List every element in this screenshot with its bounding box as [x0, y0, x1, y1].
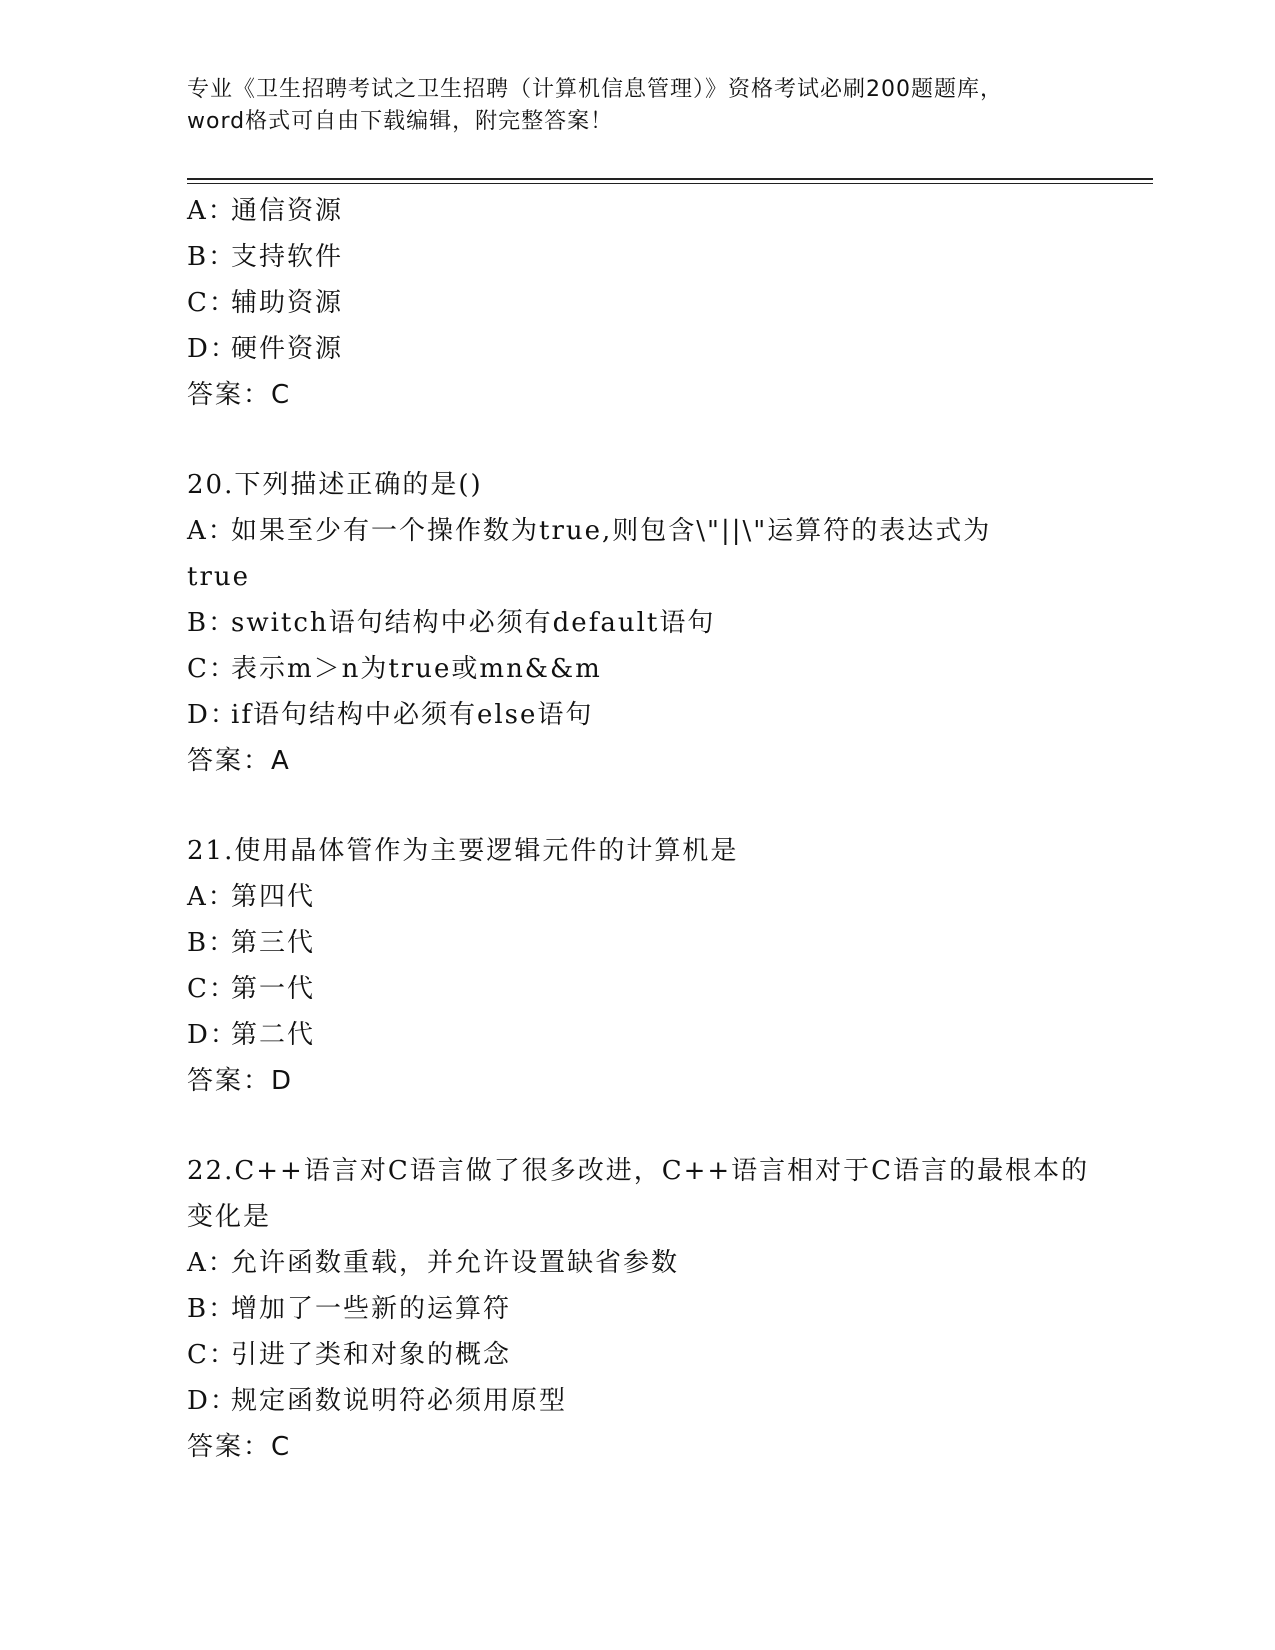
- option-label: D：: [187, 1386, 238, 1416]
- header-line-2: word格式可自由下载编辑，附完整答案！: [187, 109, 614, 134]
- header-divider-thick: [187, 178, 1153, 180]
- option-b: [187, 1286, 1087, 1332]
- option-text: switch语句结构中必须有default语句: [231, 608, 716, 638]
- option-b: [187, 920, 1087, 966]
- question-19: [187, 188, 1087, 418]
- option-text: 第二代: [231, 1020, 316, 1050]
- option-c: [187, 966, 1087, 1012]
- option-label: C：: [187, 1340, 237, 1370]
- option-label: D：: [187, 334, 238, 364]
- option-label: A：: [187, 1248, 236, 1278]
- option-label: D：: [187, 700, 238, 730]
- option-text: 辅助资源: [231, 288, 344, 318]
- question-stem: 20.下列描述正确的是(): [187, 470, 483, 500]
- option-text: 支持软件: [231, 242, 344, 272]
- option-d: [187, 1378, 1087, 1424]
- option-a: [187, 188, 1087, 234]
- question-22: [187, 1148, 1090, 1470]
- question-21: [187, 828, 1087, 1104]
- option-text: 表示m＞n为true或mn&&m: [231, 654, 602, 684]
- answer-line: 答案：C: [187, 1432, 292, 1462]
- option-c: [187, 1332, 1087, 1378]
- option-label: A：: [187, 196, 236, 226]
- option-text: 引进了类和对象的概念: [231, 1340, 512, 1370]
- option-text: 规定函数说明符必须用原型: [231, 1386, 568, 1416]
- option-b: [187, 234, 1087, 280]
- option-text: if语句结构中必须有else语句: [231, 700, 594, 730]
- option-b: [187, 600, 1087, 646]
- option-text: 如果至少有一个操作数为true,则包含\"||\"运算符的表达式为: [231, 516, 992, 546]
- option-d: [187, 1012, 1087, 1058]
- option-label: B：: [187, 608, 237, 638]
- option-text: 第一代: [231, 974, 316, 1004]
- option-label: D：: [187, 1020, 238, 1050]
- option-label: B：: [187, 1294, 237, 1324]
- document-header: [187, 74, 1087, 138]
- questions-content: [187, 188, 1090, 1514]
- question-stem: 22.C++语言对C语言做了很多改进，C++语言相对于C语言的最根本的: [187, 1156, 1090, 1186]
- question-stem-continuation: 变化是: [187, 1202, 272, 1232]
- question-20: [187, 462, 1087, 784]
- answer-line: 答案：C: [187, 380, 292, 410]
- option-label: A：: [187, 516, 236, 546]
- option-label: B：: [187, 242, 237, 272]
- option-d: [187, 692, 1087, 738]
- option-label: A：: [187, 882, 236, 912]
- option-text: 第四代: [231, 882, 316, 912]
- answer-line: 答案：A: [187, 746, 291, 776]
- option-d: [187, 326, 1087, 372]
- answer-line: 答案：D: [187, 1066, 294, 1096]
- option-text: 第三代: [231, 928, 316, 958]
- header-divider-thin: [187, 183, 1153, 184]
- option-label: C：: [187, 654, 237, 684]
- option-c: [187, 280, 1087, 326]
- option-label: C：: [187, 288, 237, 318]
- option-text: 硬件资源: [231, 334, 344, 364]
- option-a: [187, 874, 1087, 920]
- option-text: 允许函数重载，并允许设置缺省参数: [231, 1248, 680, 1278]
- header-line-1: 专业《卫生招聘考试之卫生招聘（计算机信息管理）》资格考试必刷200题题库，: [187, 77, 1003, 102]
- option-label: B：: [187, 928, 237, 958]
- option-c: [187, 646, 1087, 692]
- option-a: [187, 508, 1087, 554]
- question-stem: 21.使用晶体管作为主要逻辑元件的计算机是: [187, 836, 739, 866]
- option-a-continuation: true: [187, 562, 251, 592]
- option-text: 增加了一些新的运算符: [231, 1294, 512, 1324]
- option-a: [187, 1240, 1087, 1286]
- option-text: 通信资源: [231, 196, 344, 226]
- option-label: C：: [187, 974, 237, 1004]
